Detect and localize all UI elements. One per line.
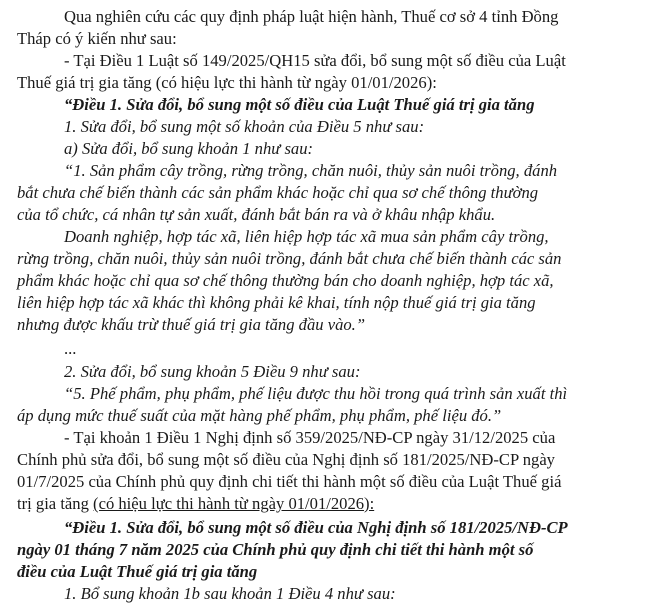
intro-paragraph-line-2: Tháp có ý kiến như sau:: [17, 29, 177, 48]
article-1-heading: “Điều 1. Sửa đổi, bổ sung một số điều của Luật Thuế giá trị gia tăng: [64, 95, 535, 114]
quoted-clause-5-line-2: áp dụng mức thuế suất của mặt hàng phế phẩm, phụ phẩm, phế liệu đó.”: [17, 406, 502, 425]
ellipsis: ...: [64, 339, 77, 358]
decree-359-reference-line-2: Chính phủ sửa đổi, bổ sung một số điều của Nghị định số 181/2025/NĐ-CP ngày: [17, 450, 555, 469]
quoted-paragraph-2-line-4: liên hiệp hợp tác xã khác thì không phải kê khai, tính nộp thuế giá trị gia tăng: [17, 293, 536, 312]
quoted-clause-5-line-1: “5. Phế phẩm, phụ phẩm, phế liệu được thu hồi trong quá trình sản xuất thì: [64, 384, 568, 403]
quoted-paragraph-2-line-5: nhưng được khấu trừ thuế giá trị gia tăng đầu vào.”: [17, 315, 366, 334]
intro-paragraph-line-1: Qua nghiên cứu các quy định pháp luật hiện hành, Thuế cơ sở 4 tỉnh Đồng: [64, 7, 559, 26]
quoted-clause-1-line-2: bắt chưa chế biến thành các sản phẩm khác hoặc chỉ qua sơ chế thông thường: [17, 183, 539, 202]
clause-1-heading: 1. Sửa đổi, bổ sung một số khoản của Điều 5 như sau:: [64, 117, 425, 136]
quoted-clause-1-line-3: của tổ chức, cá nhân tự sản xuất, đánh bắt bán ra và ở khâu nhập khẩu.: [17, 205, 496, 224]
point-a-heading: a) Sửa đổi, bổ sung khoản 1 như sau:: [64, 139, 314, 158]
quoted-paragraph-2-line-3: phẩm khác hoặc chỉ qua sơ chế thông thường bán cho doanh nghiệp, hợp tác xã,: [17, 271, 554, 290]
decree-article-1-heading-line-2: ngày 01 tháng 7 năm 2025 của Chính phủ quy định chi tiết thi hành một số: [17, 540, 534, 559]
quoted-paragraph-2-line-1: Doanh nghiệp, hợp tác xã, liên hiệp hợp tác xã mua sản phẩm cây trồng,: [64, 227, 549, 246]
decree-359-reference-line-4-text: trị gia tăng: [17, 494, 94, 513]
effective-date-note: (có hiệu lực thi hành từ ngày 01/01/2026):: [93, 494, 375, 513]
decree-article-1-heading-line-3: điều của Luật Thuế giá trị gia tăng: [17, 562, 258, 581]
decree-article-1-heading-line-1: “Điều 1. Sửa đổi, bổ sung một số điều của Nghị định số 181/2025/NĐ-CP: [64, 518, 568, 537]
decree-359-reference-line-3: 01/7/2025 của Chính phủ quy định chi tiết thi hành một số điều của Luật Thuế giá: [17, 472, 562, 491]
decree-359-reference-line-4: [17, 494, 374, 514]
quoted-paragraph-2-line-2: rừng trồng, chăn nuôi, thủy sản nuôi trồng, đánh bắt chưa chế biến thành các sản: [17, 249, 562, 268]
law-149-reference-line-2: Thuế giá trị gia tăng (có hiệu lực thi hành từ ngày 01/01/2026):: [17, 73, 437, 92]
clause-2-heading: 2. Sửa đổi, bổ sung khoản 5 Điều 9 như sau:: [64, 362, 361, 381]
quoted-clause-1-line-1: “1. Sản phẩm cây trồng, rừng trồng, chăn nuôi, thủy sản nuôi trồng, đánh: [64, 161, 558, 180]
decree-359-reference-line-1: - Tại khoản 1 Điều 1 Nghị định số 359/2025/NĐ-CP ngày 31/12/2025 của: [64, 428, 556, 447]
decree-clause-1-heading: 1. Bổ sung khoản 1b sau khoản 1 Điều 4 như sau:: [64, 584, 396, 603]
law-149-reference-line-1: - Tại Điều 1 Luật số 149/2025/QH15 sửa đổi, bổ sung một số điều của Luật: [64, 51, 566, 70]
